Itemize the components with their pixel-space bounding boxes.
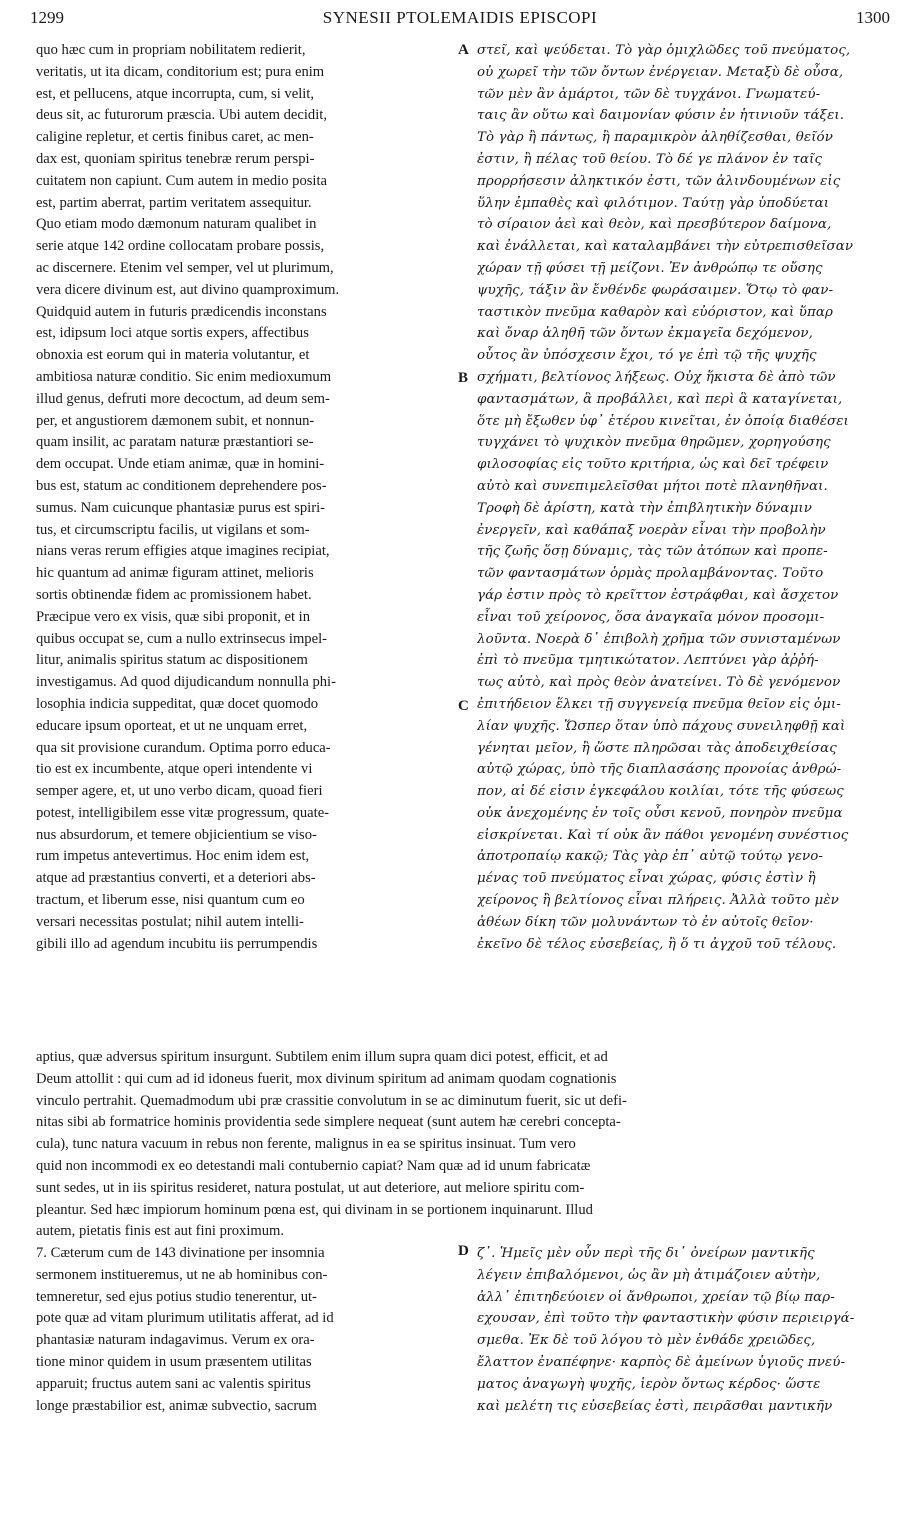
latin-line: cuitatem non capiunt. Cum autem in medio posita (36, 172, 328, 189)
greek-line: ματος ἀναγωγὴ ψυχῆς, ἱερὸν ὄντως κέρδος· ὥστε (477, 1376, 821, 1392)
latin-full-width-block (36, 1047, 881, 1243)
greek-line: τὸ σίραιον ἀεὶ καὶ θεὸν, καὶ πρεσβύτερον δαίμονα, (477, 217, 832, 233)
latin-line: 7. Cæterum cum de 143 divinatione per insomnia (36, 1245, 325, 1261)
greek-line: ταστικὸν πνεῦμα καθαρὸν καὶ εὐόριστον, καὶ ὕπαρ (477, 304, 834, 320)
greek-line: ψυχῆς, τάξιν ἂν ἔνθένδε φωράσαιμεν. Ὅτῳ τὸ φαν- (477, 282, 834, 298)
latin-line: cula), tunc natura vacuum in rebus non ferente, malignus in ea se spiritus insinuat. Tum vero (36, 1136, 576, 1153)
greek-line: ἀποτροπαίῳ κακῷ; Τὰς γὰρ ἐπ᾽ αὐτῷ τούτῳ γενο- (477, 849, 824, 865)
latin-line: vera dicere divinum est, aut divino quamproximum. (36, 281, 340, 298)
latin-line: veritatis, ut ita dicam, conditorium est; pura enim (36, 63, 325, 80)
latin-line: tus, et circumscriptu facilis, ut vigilans et som- (36, 521, 310, 538)
greek-line: αὐτὸ καὶ συνεπιμελεῖσθαι μήτοι ποτὲ πλανηθῆναι. (477, 478, 828, 494)
greek-line: σμεθα. Ἐκ δὲ τοῦ λόγου τὸ μὲν ἐνθάδε χρειῶδες, (477, 1333, 816, 1349)
greek-line: ἔλαττον ἐναπέφηνε· καρπὸς δὲ ἀμείνων ὑγιοῦς πνεύ- (477, 1354, 846, 1370)
latin-line: Præcipue vero ex visis, quæ sibi proponit, et in (36, 608, 311, 625)
greek-line: πον, αἱ δέ εἰσιν ἐγκεφάλου κοιλίαι, τότε τῆς φύσεως (477, 784, 844, 800)
latin-line: potest, intelligibilem esse vitæ progressum, quate- (36, 804, 330, 821)
latin-line: est, idipsum loci atque sortis expers, affectibus (36, 325, 309, 342)
latin-line: Quo etiam modo dæmonum naturam qualibet in (36, 216, 317, 233)
latin-line: bus est, statum ac conditionem deprehendere pos- (36, 477, 327, 494)
latin-line: hic quantum ad animæ figuram attinet, melioris (36, 565, 314, 582)
latin-line: temneretur, sed ejus potius studio tenerentur, ut- (36, 1288, 317, 1305)
latin-column-top (36, 40, 456, 955)
latin-line: gibili illo ad agendum incubitu iis perrumpendis (36, 935, 318, 952)
latin-line: quid non incommodi ex eo detestandi mali contubernio capiat? Nam quæ ad id unum fabricatæ (36, 1157, 591, 1174)
greek-line: ὅτε μὴ ἔξωθεν ὑφ᾽ ἑτέρου κινεῖται, ἐν ὁποίᾳ διαθέσει (477, 413, 849, 429)
latin-line: illud genus, defruti more decoctum, ad deum sem- (36, 390, 330, 407)
latin-line: tione minor quidem in usum præsentem utilitas (36, 1353, 312, 1370)
latin-line: litur, animalis spiritus statum ac dispositionem (36, 652, 308, 669)
greek-line: οὐ χωρεῖ τὴν τῶν ὄντων ἐνέργειαν. Μεταξὺ δὲ οὖσα, (477, 64, 844, 80)
greek-line: τως αὐτὸ, καὶ πρὸς θεὸν ἀνατείνει. Τὸ δὲ γενόμενον (477, 675, 841, 691)
greek-line: χώραν τῇ φύσει τῇ μείζονι. Ἐν ἀνθρώπῳ τε οὔσης (477, 260, 823, 276)
latin-line: qua sit provisione curandum. Optima porro educa- (36, 739, 331, 756)
greek-line: χείρονος ἢ βελτίονος εἶναι πλήρεις. Ἀλλὰ τοῦτο μὲν (477, 893, 839, 909)
greek-line: οὐκ ἀνεχομένης ἐν τοῖς οὖσι κενοῦ, πονηρὸν πνεῦμα (477, 805, 843, 821)
latin-line: aptius, quæ adversus spiritum insurgunt. Subtilem enim illum supra quam dici potest, efficit, et ad (36, 1049, 608, 1065)
latin-line: nians veras rerum effigies atque imagines recipiat, (36, 543, 330, 560)
latin-line: sunt sedes, ut in iis spiritus resideret, natura postulat, ut aut deteriore, aut meliore spiritu com- (36, 1179, 585, 1196)
latin-line: semper agere, et, ut uno verbo dicam, quoad fieri (36, 783, 323, 800)
greek-line: καὶ ὄναρ ἀληθῆ τῶν ὄντων ἐκμαγεῖα δεχόμενον, (477, 326, 814, 342)
latin-line: apparuit; fructus autem sani ac valentis spiritus (36, 1375, 311, 1392)
greek-line: αὐτῷ χώρας, ὑπὸ τῆς διαπλασάσης προνοίας ἀνθρώ- (477, 762, 842, 778)
greek-line: ἐπὶ τὸ πνεῦμα τμητικώτατον. Λεπτύνει γὰρ ἀῤῥή- (477, 653, 819, 669)
greek-line: λέγειν ἐπιβαλόμενοι, ὡς ἂν μὴ ἀτιμάζοιεν αὐτὴν, (477, 1267, 821, 1283)
greek-line: Τροφὴ δὲ ἀρίστη, κατὰ τὴν ἐπιβλητικὴν δύναμιν (477, 500, 812, 516)
latin-line: est, partim aberrat, partim veritatem assequitur. (36, 194, 312, 211)
greek-line: εχουσαν, ἐπὶ τοῦτο τὴν φανταστικὴν φύσιν περιειργά- (477, 1311, 855, 1327)
greek-line: εἰσκρίνεται. Καὶ τί οὐκ ἂν πάθοι γενομένη συνέστιος (477, 827, 849, 843)
latin-line: longe præstabilior est, animæ subvectio, sacrum (36, 1397, 317, 1414)
latin-line: nitas sibi ab formatrice hominis providentia sede simplere nequeat (sunt autem hæ cerebri concepta- (36, 1114, 621, 1131)
greek-line: λίαν ψυχῆς. Ὥσπερ ὅταν ὑπὸ πάχους συνειληφθῇ καὶ (477, 718, 846, 734)
running-header (30, 8, 890, 34)
greek-line: τυγχάνει τὸ ψυχικὸν πνεῦμα θηρῶμεν, χορηγούσης (477, 435, 831, 451)
greek-line: ἐστιν, ἢ πέλας τοῦ θείου. Τὸ δέ γε πλάνον ἐν ταῖς (477, 151, 823, 167)
latin-line: ambitiosa naturæ conditio. Sic enim medioxumum (36, 368, 332, 385)
running-title: SYNESII PTOLEMAIDIS EPISCOPI (322, 8, 598, 27)
latin-line: caligine repletur, et certis finibus caret, ac men- (36, 129, 314, 146)
latin-line: nus absurdorum, et temere objicientium se viso- (36, 826, 317, 843)
margin-letter-b: B (458, 370, 469, 386)
greek-line: προρρήσεσιν ἀληκτικόν ἐστι, τῶν ἀλινδουμένων εἰς (477, 173, 841, 189)
latin-line: ac discernere. Etenim vel semper, vel ut plurimum, (36, 259, 334, 276)
greek-line: τῶν μὲν ἂν ἁμάρτοι, τῶν δὲ τυγχάνοι. Γνωματεύ- (477, 86, 821, 102)
greek-line: καὶ μελέτη τις εὐσεβείας ἐστὶ, πειρᾶσθαι μαντικῆν (477, 1398, 833, 1414)
greek-line: μένας τοῦ πνεύματος εἶναι χώρας, φύσις ἐστὶν ἢ (477, 871, 816, 887)
greek-line: οὗτος ἂν ὑπόσχεσιν ἔχοι, τό γε ἐπὶ τῷ τῆς ψυχῆς (477, 348, 817, 364)
greek-line: ἐνεργεῖν, καὶ καθάπαξ νοερὰν εἶναι τὴν προβολὴν (477, 522, 826, 538)
latin-line: Quidquid autem in futuris prædicendis inconstans (36, 303, 327, 320)
latin-line: tio est ex incumbente, atque operi intendente vi (36, 761, 313, 778)
latin-line: losophia indicia suppeditat, quæ docet quomodo (36, 695, 319, 712)
greek-line: ζ᾽. Ἡμεῖς μὲν οὖν περὶ τῆς δι᾽ ὀνείρων μαντικῆς (477, 1246, 815, 1261)
latin-line: sortis obtinendæ fidem ac promissionem habet. (36, 586, 312, 603)
latin-line: deus sit, ac futurorum præscia. Ubi autem decidit, (36, 107, 327, 124)
latin-line: est, et pellucens, atque incorrupta, cum, si velit, (36, 85, 315, 102)
greek-column-bottom (477, 1243, 881, 1417)
latin-line: Deum attollit : qui cum ad id idoneus fuerit, mox divinum spiritum ad animam quodam cognationis (36, 1070, 617, 1087)
page-number-left: 1299 (30, 8, 64, 27)
greek-line: ταις ἂν οὕτω καὶ δαιμονίαν φύσιν ἐν ἡτινιοῦν τάξει. (477, 108, 845, 124)
latin-line: educare ipsum oporteat, et ut ne unquam erret, (36, 717, 308, 734)
greek-line: καὶ ἐνάλλεται, καὶ καταλαμβάνει τὴν εὐτρεπισθεῖσαν (477, 239, 854, 255)
latin-line: sumus. Nam cuicunque phantasiæ purus est spiri- (36, 499, 325, 516)
latin-line: tractum, et liberum esse, nisi quantum cum eo (36, 892, 305, 909)
latin-line: quo hæc cum in propriam nobilitatem redierit, (36, 42, 306, 58)
greek-line: εἶναι τοῦ χείρονος, ὅσα ἀναγκαῖα μόνον προσομι- (477, 609, 825, 625)
latin-line: serie atque 142 ordine collocatam probare possis, (36, 238, 325, 255)
latin-line: atque ad præstantius converti, et a deteriori abs- (36, 870, 316, 887)
greek-line: φιλοσοφίας εἰς τοῦτο κριτήρια, ὡς καὶ δεῖ τρέφειν (477, 457, 829, 473)
latin-column-bottom (36, 1243, 456, 1417)
latin-line: phantasiæ naturam indagavimus. Verum ex ora- (36, 1332, 315, 1349)
latin-line: rum impetus antevertimus. Hoc enim idem est, (36, 848, 310, 865)
greek-column-top (477, 40, 881, 955)
greek-line: τῆς ζωῆς ὅσῃ δύναμις, τὰς τῶν ἀτόπων καὶ προπε- (477, 544, 828, 560)
greek-line: σχήματι, βελτίονος λήξεως. Οὐχ ἥκιστα δὲ ἀπὸ τῶν (477, 369, 836, 385)
greek-line: λοῦντα. Νοερὰ δ᾽ ἐπιβολὴ χρῆμα τῶν συνισταμένων (477, 631, 841, 647)
latin-line: per, et angustiorem dæmonem subit, et nonnun- (36, 412, 315, 429)
latin-line: investigamus. Ad quod dijudicandum nonnulla phi- (36, 674, 336, 691)
greek-line: ἀθέων δίκη τῶν μολυνάντων τὸ ἐν αὐτοῖς θεῖον· (477, 914, 814, 930)
latin-line: pote quæ ad vitam plurimum utilitatis afferat, ad id (36, 1310, 334, 1327)
latin-line: versari necessitas postulat; nihil autem intelli- (36, 913, 304, 930)
greek-line: γένηται μεῖον, ἢ ὥστε πληρῶσαι τὰς ἀποδειχθείσας (477, 740, 837, 756)
latin-line: pleantur. Sed hæc impiorum hominum pœna est, qui divinam in se portionem inquinarunt. Illud (36, 1201, 593, 1218)
page-number-right: 1300 (856, 8, 890, 27)
margin-letter-d: D (458, 1243, 469, 1259)
latin-line: quam insilit, ac paratam naturæ præstantiori se- (36, 434, 314, 451)
greek-line: Τὸ γὰρ ἢ πάντως, ἢ παραμικρὸν ἀληθίζεσθαι, θεῖόν (477, 130, 833, 146)
latin-line: dem occupat. Unde etiam animæ, quæ in homini- (36, 456, 325, 473)
margin-letter-c: C (458, 698, 469, 714)
greek-line: ἐπιτήδειον ἕλκει τῇ συγγενείᾳ πνεῦμα θεῖον εἰς ὁμι- (477, 696, 841, 712)
latin-line: vinculo pertrahit. Quemadmodum ubi præ crassitie convolutum in se ac diminutum fuerit, sic ut defi- (36, 1092, 627, 1109)
greek-line: ἐκεῖνο δὲ τέλος εὐσεβείας, ἢ ὅ τι ἀγχοῦ τοῦ τέλους. (477, 936, 837, 952)
greek-line: ὕλην ἐμπαθὲς καὶ φιλότιμον. Ταύτῃ γὰρ ὑποδύεται (477, 195, 830, 211)
greek-line: ἀλλ᾽ ἐπιτηδεύοιεν οἱ ἄνθρωποι, χρείαν τῷ βίῳ παρ- (477, 1289, 835, 1305)
latin-line: sermonem institueremus, ut ne ab hominibus con- (36, 1266, 328, 1283)
greek-line: γάρ ἐστιν πρὸς τὸ κρεῖττον ἐστράφθαι, καὶ ἄσχετον (477, 587, 839, 603)
latin-line: obnoxia est eorum qui in materia volutantur, et (36, 347, 310, 364)
latin-line: dax est, quoniam spiritus tenebræ rerum perspi- (36, 150, 315, 167)
latin-line: autem, pietatis finis est aut fini proximum. (36, 1223, 285, 1240)
greek-line: τῶν φαντασμάτων ὁρμὰς προλαμβάνοντας. Τοῦτο (477, 566, 824, 582)
margin-letter-a: A (458, 42, 469, 58)
greek-line: στεῖ, καὶ ψεύδεται. Τὸ γὰρ ὁμιχλῶδες τοῦ πνεύματος, (477, 43, 851, 58)
latin-line: quibus occupat se, cum a nullo extrinsecus impel- (36, 630, 327, 647)
greek-line: φαντασμάτων, ἃ προβάλλει, καὶ περὶ ἃ καταγίνεται, (477, 391, 843, 407)
